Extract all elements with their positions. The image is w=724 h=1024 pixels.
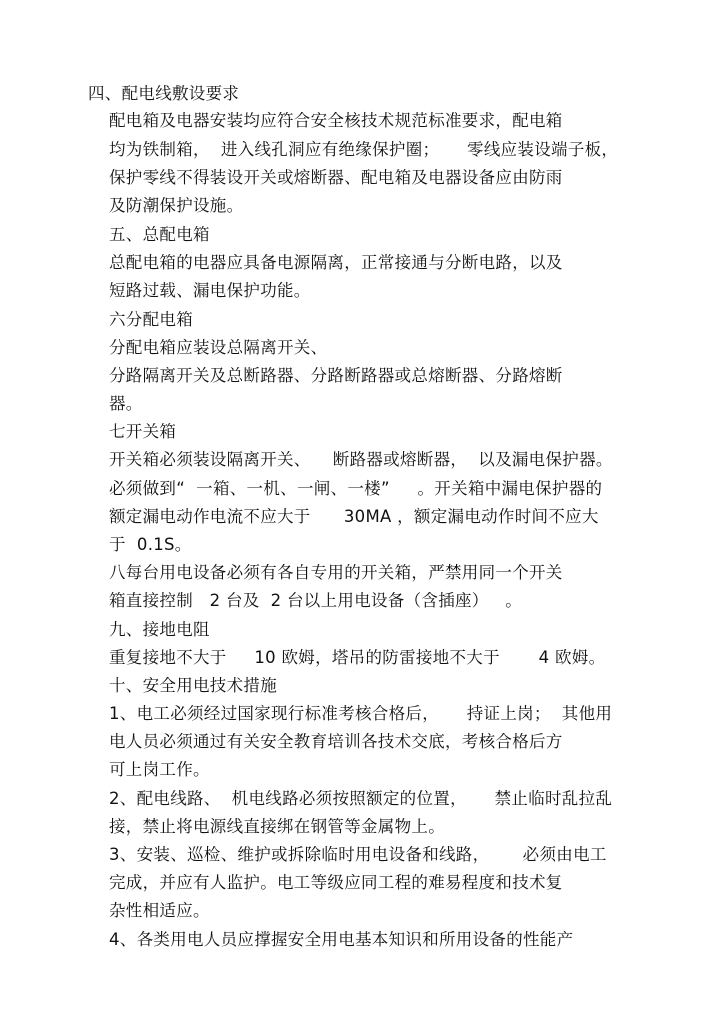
text-line: 2、配电线路、 机电线路必须按照额定的位置， 禁止临时乱拉乱 bbox=[109, 789, 613, 808]
text-line: 于 0.1S。 bbox=[109, 535, 192, 554]
text-line: 完成，并应有人监护。电工等级应同工程的难易程度和技术复 bbox=[109, 873, 563, 892]
text-line: 4、各类用电人员应撑握安全用电基本知识和所用设备的性能产 bbox=[109, 930, 574, 949]
text-line: 保护零线不得装设开关或熔断器、配电箱及电器设备应由防雨 bbox=[109, 168, 563, 187]
text-line: 接，禁止将电源线直接绑在钢管等金属物上。 bbox=[109, 817, 445, 836]
text-line: 3、安装、巡检、维护或拆除临时用电设备和线路， 必须由电工 bbox=[109, 845, 607, 864]
text-line: 分配电箱应装设总隔离开关、 bbox=[109, 338, 328, 357]
text-line: 必须做到“ 一箱、一机、一闸、一楼” 。开关箱中漏电保护器的 bbox=[109, 479, 603, 498]
text-line: 短路过载、漏电保护功能。 bbox=[109, 281, 311, 300]
text-line: 分路隔离开关及总断路器、分路断路器或总熔断器、分路熔断 bbox=[109, 366, 563, 385]
text-line: 箱直接控制 2 台及 2 台以上用电设备（含插座） 。 bbox=[109, 591, 523, 610]
heading-main-distribution-box: 五、总配电箱 bbox=[109, 225, 210, 244]
text-line: 重复接地不大于 10 欧姆，塔吊的防雷接地不大于 4 欧姆。 bbox=[109, 648, 606, 667]
text-line: 1、电工必须经过国家现行标准考核合格后， 持证上岗； 其他用 bbox=[109, 704, 613, 723]
heading-wiring-requirements: 四、配电线敷设要求 bbox=[88, 84, 240, 103]
text-line: 八每台用电设备必须有各自专用的开关箱，严禁用同一个开关 bbox=[109, 563, 563, 582]
heading-safety-measures: 十、安全用电技术措施 bbox=[109, 676, 277, 695]
text-line: 杂性相适应。 bbox=[109, 901, 210, 920]
heading-grounding-resistance: 九、接地电阻 bbox=[109, 620, 210, 639]
text-line: 额定漏电动作电流不应大于 30MA ，额定漏电动作时间不应大 bbox=[109, 507, 599, 526]
text-line: 器。 bbox=[109, 394, 143, 413]
heading-sub-distribution-box: 六分配电箱 bbox=[109, 310, 193, 329]
text-line: 均为铁制箱， 进入线孔洞应有绝缘保护圈； 零线应装设端子板， bbox=[109, 140, 619, 159]
text-line: 电人员必须通过有关安全教育培训各技术交底，考核合格后方 bbox=[109, 732, 563, 751]
text-line: 开关箱必须装设隔离开关、 断路器或熔断器， 以及漏电保护器。 bbox=[109, 450, 613, 469]
text-line: 配电箱及电器安装均应符合安全核技术规范标准要求，配电箱 bbox=[109, 111, 563, 130]
heading-switch-box: 七开关箱 bbox=[109, 422, 177, 441]
text-line: 可上岗工作。 bbox=[109, 760, 210, 779]
text-line: 总配电箱的电器应具备电源隔离，正常接通与分断电路，以及 bbox=[109, 253, 563, 272]
text-line: 及防潮保护设施。 bbox=[109, 196, 244, 215]
